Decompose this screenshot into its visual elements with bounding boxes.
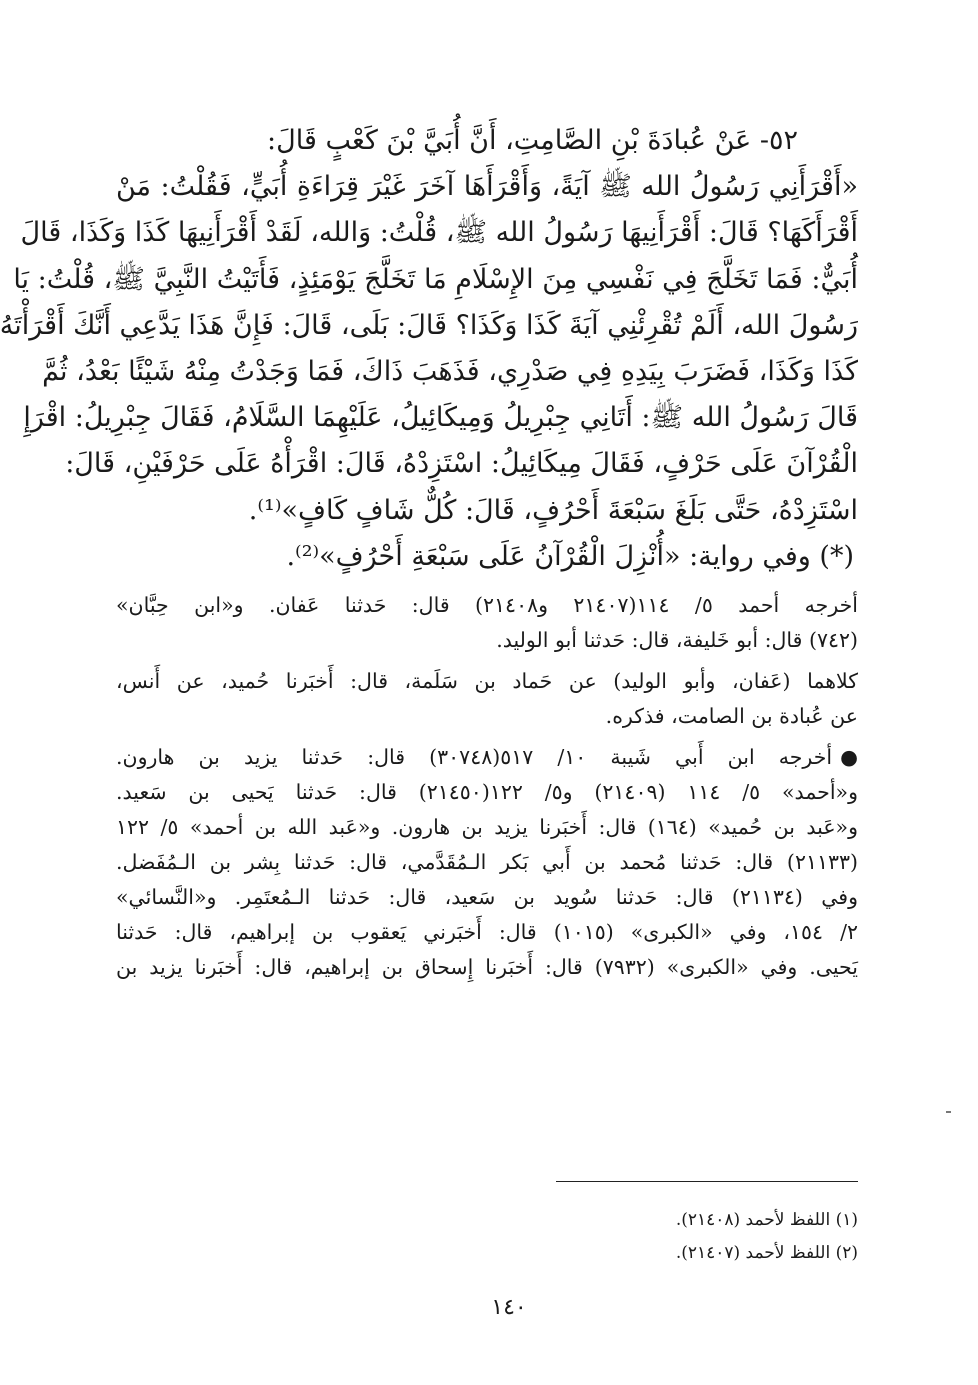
hadith-line: الْقُرْآنَ عَلَى حَرْفٍ، فَقَالَ مِيكَائِيلُ: اسْتَزِدْهُ، قَالَ: اقْرَأْهُ عَلَى حَرْفَيْنِ، قَالَ:	[65, 448, 858, 480]
hadith-line: كَذَا وَكَذَا، فَضَرَبَ بِيَدِهِ فِي صَدْرِي، فَذَهَبَ ذَاكَ، فَمَا وَجَدْتُ مِنْهُ شَيْئًا بَعْدُ، ثُمَّ	[42, 355, 858, 387]
takhrij-line: (٢١١٣٣) قال: حَدثنا مُحمد بن أَبي بَكر الـمُقَدَّمي، قال: حَدثنا بِشر بن الـمُفَضل.	[116, 849, 858, 874]
hadith-line: رَسُولَ الله، أَلَمْ تُقْرِئْنِي آيَةَ كَذَا وَكَذَا؟ قَالَ: بَلَى، قَالَ: فَإِنَّ هَذَا يَدَّعِي أَنَّكَ أَقْرَأْتَهُ	[0, 309, 858, 341]
margin-mark	[946, 1111, 951, 1113]
footnote: (١) اللفظ لأحمد (٢١٤٠٨).	[675, 1210, 858, 1230]
hadith-line: قَالَ رَسُولُ الله ﷺ: أَتَانِي جِبْرِيلُ وَمِيكَائِيلُ، عَلَيْهِمَا السَّلَامُ، فَقَالَ جِبْرِيلُ: اقْرَإِ	[23, 402, 858, 434]
takhrij-line: وفي (٢١١٣٤) قال: حَدثنا سُويد بن سَعيد، قال: حَدثنا الـمُعتَمِر. و«النَّسائي»	[116, 884, 858, 909]
takhrij-text: أخرجه ابن أَبي شَيبة ١٠/ ٥١٧(٣٠٧٤٨) قال: حَدثنا يزيد بن هارون.	[116, 744, 833, 769]
hadith-title: ٥٢- عَنْ عُبادَةَ بْنِ الصَّامِتِ، أَنَّ أُبَيَّ بْنَ كَعْبٍ قَالَ:	[267, 125, 798, 156]
takhrij-line: كلاهما (عَفان، وأبو الوليد) عن حَماد بن سَلَمة، قال: أَخبَرنا حُميد، عن أَنس،	[116, 668, 858, 693]
bullet-icon: ●	[840, 744, 858, 769]
page-number: ١٤٠	[491, 1295, 527, 1320]
hadith-line: اسْتَزِدْهُ، حَتَّى بَلَغَ سَبْعَةَ أَحْرُفٍ، قَالَ: كُلٌّ شَافٍ كَافٍ»⁽¹⁾.	[248, 494, 858, 526]
takhrij-line: يَحيى. وفي «الكبرى» (٧٩٣٢) قال: أَخبَرنا إِسحاق بن إبراهيم، قال: أَخبَرنا يزيد بن	[116, 954, 858, 979]
footnotes	[358, 1204, 858, 1270]
hadith-line: أُبَيٌّ: فَمَا تَخَلَّجَ فِي نَفْسِي مِنَ الإِسْلَامِ مَا تَخَلَّجَ يَوْمَئِذٍ، فَأَتَيْتُ النَّبِيَّ ﷺ، قُلْتُ: يَا	[13, 263, 858, 295]
takhrij-line: و«عَبد بن حُميد» (١٦٤) قال: أَخبَرنا يزيد بن هارون. و«عَبد الله بن أحمد» ٥/ ١٢٢	[116, 814, 859, 839]
takhrij-line: (٧٤٢) قال: أبو خَليفة، قال: حَدثنا أبو الوليد.	[496, 627, 858, 652]
takhrij-line: عن عُبادة بن الصامت، فذكره.	[605, 703, 858, 728]
takhrij-line: و«أحمد» ٥/ ١١٤ (٢١٤٠٩) و٥/ ١٢٢(٢١٤٥٠) قال: حَدثنا يَحيى بن سَعيد.	[116, 779, 858, 804]
takhrij-line	[116, 740, 858, 775]
footnote-divider	[556, 1181, 858, 1182]
hadith-line: أَقْرَأَكَهَا؟ قَالَ: أَقْرَأَنِيهَا رَسُولُ الله ﷺ، قُلْتُ: وَالله، لَقَدْ أَقْرَأَنِيهَا كَذَا وَكَذَا، قَالَ	[20, 217, 858, 249]
alternate-narration: (*) وفي رواية: «أُنْزِلَ الْقُرْآنُ عَلَى سَبْعَةِ أَحْرُفٍ»⁽²⁾.	[286, 540, 854, 572]
takhrij-line: أخرجه أحمد ٥/ ١١٤(٢١٤٠٧ و٢١٤٠٨) قال: حَدثنا عَفان. و«ابن حِبَّان»	[116, 592, 858, 617]
page-body	[0, 118, 859, 985]
hadith-line: «أَقْرَأَنِي رَسُولُ الله ﷺ آيَةً، وَأَقْرَأَهَا آخَرَ غَيْرَ قِرَاءَةِ أُبَيٍّ، فَقُلْتُ: مَنْ	[116, 171, 858, 203]
takhrij-line: ٢/ ١٥٤، وفي «الكبرى» (١٠١٥) قال: أَخبَرني يَعقوب بن إبراهيم، قال: حَدثنا	[116, 919, 858, 944]
footnote: (٢) اللفظ لأحمد (٢١٤٠٧).	[675, 1243, 858, 1263]
